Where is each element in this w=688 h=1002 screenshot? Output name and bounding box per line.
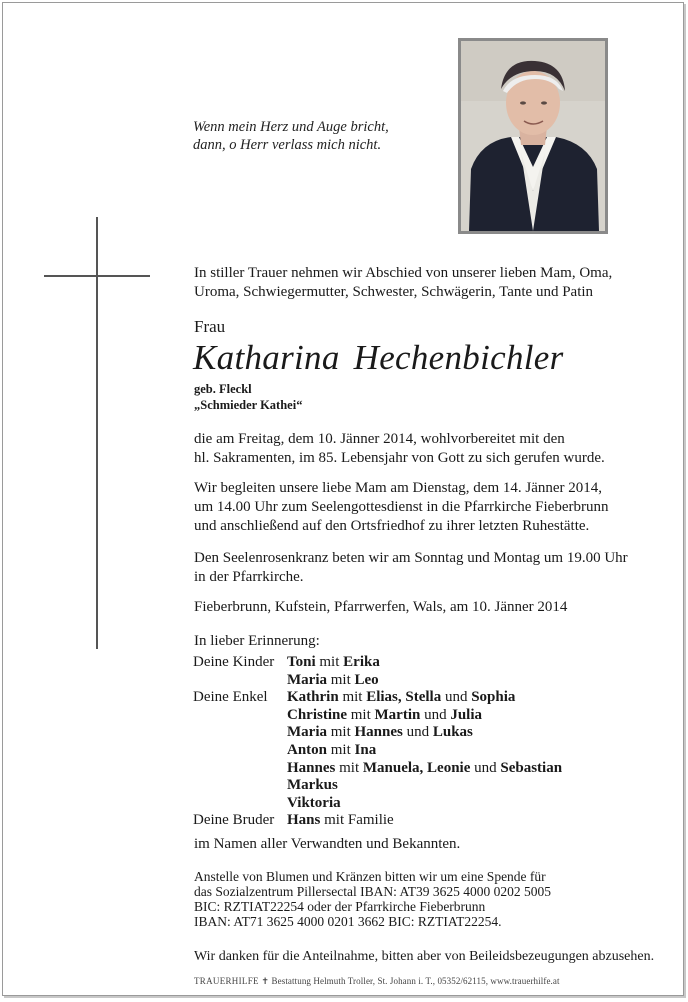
family-name: Hannes [287, 759, 336, 776]
deceased-name [193, 336, 564, 380]
family-row: Anton mit Ina [287, 741, 377, 758]
family-row: Deine Enkel Kathrin mit Elias, Stella und Sophia [193, 689, 516, 706]
death-line-1: die am Freitag, dem 10. Jänner 2014, wohlvorbereitet mit den [194, 431, 565, 447]
funeral-info [194, 479, 609, 536]
family-name: Sebastian [500, 759, 563, 776]
nickname: „Schmieder Kathei“ [194, 398, 303, 412]
donation-line-3: BIC: RZTIAT22254 oder der Pfarrkirche Fieberbrunn [194, 899, 486, 914]
intro-line-2: Uroma, Schwiegermutter, Schwester, Schwägerin, Tante und Patin [194, 284, 594, 300]
donation-line-2: das Sozialzentrum Pillersectal IBAN: AT39 3625 4000 0202 5005 [194, 884, 551, 899]
grandchildren-label: Deine Enkel [193, 689, 268, 706]
donation-line-1: Anstelle von Blumen und Kränzen bitten wir um eine Spende für [194, 869, 546, 884]
family-name: Leo [354, 671, 379, 688]
family-name: Christine [287, 706, 347, 723]
first-name: Katharina [193, 338, 340, 377]
portrait-image [461, 41, 605, 231]
family-name: Elias, Stella [366, 689, 442, 706]
portrait-photo [458, 38, 608, 234]
family-row: Deine Bruder Hans mit Familie [193, 812, 394, 829]
family-name: Toni [287, 654, 316, 670]
donation-request [194, 869, 551, 929]
intro-text [194, 264, 612, 302]
relatives-line: im Namen aller Verwandten und Bekannten. [194, 836, 461, 852]
family-name: Maria [287, 671, 327, 688]
thanks-line: Wir danken für die Anteilnahme, bitten aber von Beileidsbezeugungen abzusehen. [194, 949, 655, 964]
family-name: Viktoria [287, 794, 341, 811]
motto-line-2: dann, o Herr verlass mich nicht. [193, 137, 382, 153]
rosary-line-2: in der Pfarrkirche. [194, 569, 304, 585]
rosary-line-1: Den Seelenrosenkranz beten wir am Sonntag und Montag um 19.00 Uhr [194, 550, 628, 566]
cross-horizontal-bar [44, 275, 150, 277]
family-name: Kathrin [287, 689, 339, 706]
memory-label: In lieber Erinnerung: [194, 633, 320, 649]
family-row: Christine mit Martin und Julia [287, 706, 483, 723]
family-name: Ina [354, 741, 377, 758]
children-label: Deine Kinder [193, 654, 275, 670]
rosary-info [194, 549, 628, 587]
family-name: Maria [287, 724, 327, 741]
funeral-line-2: um 14.00 Uhr zum Seelengottesdienst in die Pfarrkirche Fieberbrunn [194, 499, 609, 515]
family-name: Sophia [471, 689, 516, 706]
family-name: Hans [287, 812, 321, 829]
family-name: Erika [343, 654, 380, 670]
intro-line-1: In stiller Trauer nehmen wir Abschied von unserer lieben Mam, Oma, [194, 265, 613, 281]
family-row [193, 795, 562, 813]
family-name: Martin [374, 706, 421, 723]
family-name: Anton [287, 741, 328, 758]
salutation: Frau [194, 317, 226, 336]
funeral-home-contact: Bestattung Helmuth Troller, St. Johann i. T., 05352/62115, www.trauerhilfe.at [271, 976, 560, 986]
donation-line-4: IBAN: AT71 3625 4000 0201 3662 BIC: RZTIAT22254. [194, 914, 502, 929]
motto-verse [193, 118, 389, 154]
family-row: Hannes mit Manuela, Leonie und Sebastian [287, 759, 563, 776]
family-name: Markus [287, 777, 338, 794]
death-line-2: hl. Sakramenten, im 85. Lebensjahr von Gott zu sich gerufen wurde. [194, 450, 605, 466]
family-name: Julia [450, 706, 483, 723]
obituary-card [2, 2, 684, 996]
family-row: Deine Kinder Toni mit Erika [193, 654, 380, 670]
family-name: Lukas [432, 724, 473, 741]
family-list [193, 654, 562, 830]
birth-name: geb. Fleckl [194, 382, 252, 396]
funeral-home-brand: TRAUERHILFE [194, 976, 259, 986]
family-row: Maria mit Leo [287, 671, 379, 688]
birth-info [194, 381, 302, 413]
motto-line-1: Wenn mein Herz und Auge bricht, [193, 119, 389, 135]
family-name: Manuela, Leonie [362, 759, 471, 776]
death-notice [194, 430, 605, 468]
family-row [193, 777, 562, 795]
cross-vertical-bar [96, 217, 98, 649]
place-and-date: Fieberbrunn, Kufstein, Pfarrwerfen, Wals, am 10. Jänner 2014 [194, 599, 568, 615]
family-name: Hannes [354, 724, 403, 741]
brother-label: Deine Bruder [193, 812, 275, 829]
cross-logo-icon: ✝ [261, 976, 269, 986]
last-name: Hechenbichler [353, 338, 564, 377]
funeral-line-3: und anschließend auf den Ortsfriedhof zu ihrer letzten Ruhestätte. [194, 518, 590, 534]
funeral-home-footer [194, 976, 560, 987]
funeral-line-1: Wir begleiten unsere liebe Mam am Dienstag, dem 14. Jänner 2014, [194, 480, 603, 496]
family-row: Maria mit Hannes und Lukas [287, 724, 473, 741]
